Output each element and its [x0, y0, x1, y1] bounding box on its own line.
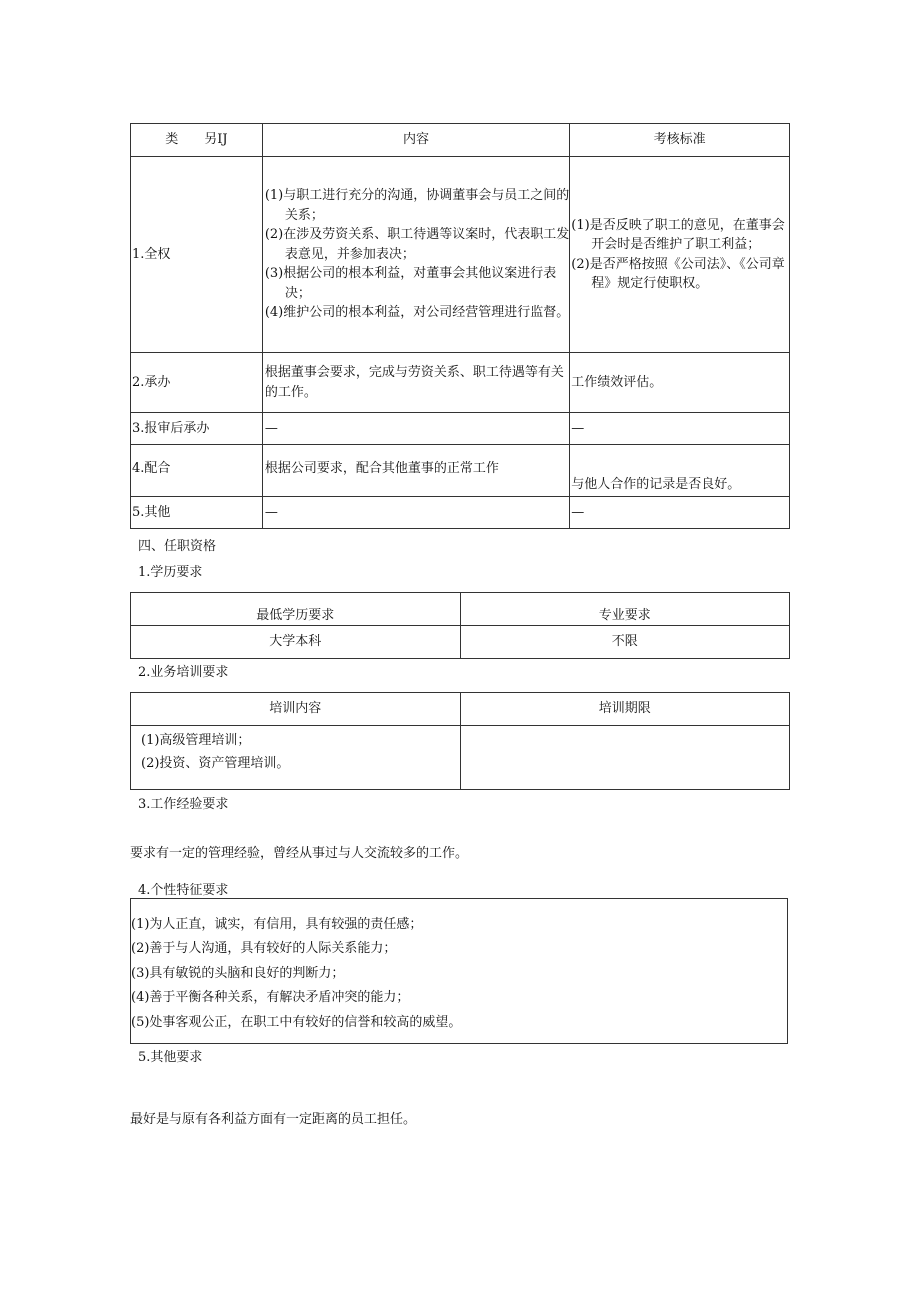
content-item: (4)维护公司的根本利益，对公司经营管理进行监督。 — [264, 305, 570, 321]
edu-header-major: 专业要求 — [460, 593, 790, 626]
criteria-item: (1)是否反映了职工的意见，在董事会开会时是否维护了职工利益； — [571, 217, 785, 252]
personality-item: (3)具有敏锐的头脑和良好的判断力； — [131, 965, 345, 981]
duty-table-header — [131, 124, 790, 157]
personality-item: (1)为人正直，诚实，有信用，具有较强的责任感； — [131, 917, 423, 932]
content-item: (3)根据公司的根本利益，对董事会其他议案进行表决； — [264, 266, 557, 301]
row-criteria: 工作绩效评估。 — [570, 353, 790, 413]
table-row — [131, 593, 790, 626]
education-title: 1.学历要求 — [138, 565, 203, 580]
table-row — [131, 157, 790, 353]
personality-item: (4)善于平衡各种关系，有解决矛盾冲突的能力； — [131, 990, 410, 1006]
row-category: 4.配合 — [131, 445, 263, 497]
content-item: (1)与职工进行充分的沟通，协调董事会与员工之间的关系； — [264, 188, 570, 223]
row-content — [262, 157, 569, 353]
row-criteria — [570, 157, 790, 353]
other-title: 5.其他要求 — [138, 1050, 203, 1065]
edu-value-major: 不限 — [460, 626, 790, 659]
table-row — [131, 445, 790, 497]
experience-title: 3.工作经验要求 — [138, 797, 229, 812]
row-category: 5.其他 — [131, 497, 263, 529]
row-category: 1.全权 — [131, 157, 263, 353]
training-period — [460, 726, 789, 790]
personality-item: (2)善于与人沟通，具有较好的人际关系能力； — [131, 941, 397, 957]
table-row — [131, 693, 790, 726]
row-criteria: — — [570, 497, 790, 529]
table-row — [131, 726, 790, 790]
training-item: (2)投资、资产管理培训。 — [141, 755, 290, 771]
row-content: — — [262, 413, 569, 445]
header-criteria: 考核标准 — [570, 124, 790, 157]
training-title: 2.业务培训要求 — [138, 665, 229, 680]
duty-table — [130, 123, 790, 529]
row-content: 根据公司要求，配合其他董事的正常工作 — [262, 445, 569, 497]
table-row — [131, 413, 790, 445]
content-item: (2)在涉及劳资关系、职工待遇等议案时，代表职工发表意见，并参加表决； — [264, 227, 570, 262]
other-text: 最好是与原有各利益方面有一定距离的员工担任。 — [130, 1112, 417, 1127]
row-criteria: 与他人合作的记录是否良好。 — [570, 445, 790, 497]
training-item: (1)高级管理培训； — [141, 733, 251, 748]
table-row — [131, 497, 790, 529]
training-header-content: 培训内容 — [131, 693, 461, 726]
personality-title: 4.个性特征要求 — [138, 883, 229, 898]
training-header-period: 培训期限 — [460, 693, 789, 726]
row-category: 3.报审后承办 — [131, 413, 263, 445]
education-table — [130, 592, 790, 659]
row-content: 根据董事会要求，完成与劳资关系、职工待遇等有关的工作。 — [262, 353, 569, 413]
training-table — [130, 692, 790, 790]
edu-header-degree: 最低学历要求 — [131, 593, 461, 626]
table-row — [131, 353, 790, 413]
table-row — [131, 626, 790, 659]
edu-value-degree: 大学本科 — [131, 626, 461, 659]
row-criteria: — — [570, 413, 790, 445]
row-category: 2.承办 — [131, 353, 263, 413]
row-content: — — [262, 497, 569, 529]
experience-text: 要求有一定的管理经验，曾经从事过与人交流较多的工作。 — [130, 846, 469, 861]
header-category: 类 另IJ — [131, 124, 263, 157]
personality-box — [130, 898, 788, 1044]
criteria-item: (2)是否严格按照《公司法》、《公司章程》规定行使职权。 — [571, 256, 785, 291]
personality-item: (5)处事客观公正，在职工中有较好的信誉和较高的威望。 — [131, 1014, 462, 1030]
section-title: 四、任职资格 — [138, 539, 217, 554]
header-content: 内容 — [262, 124, 569, 157]
training-content — [131, 726, 461, 790]
